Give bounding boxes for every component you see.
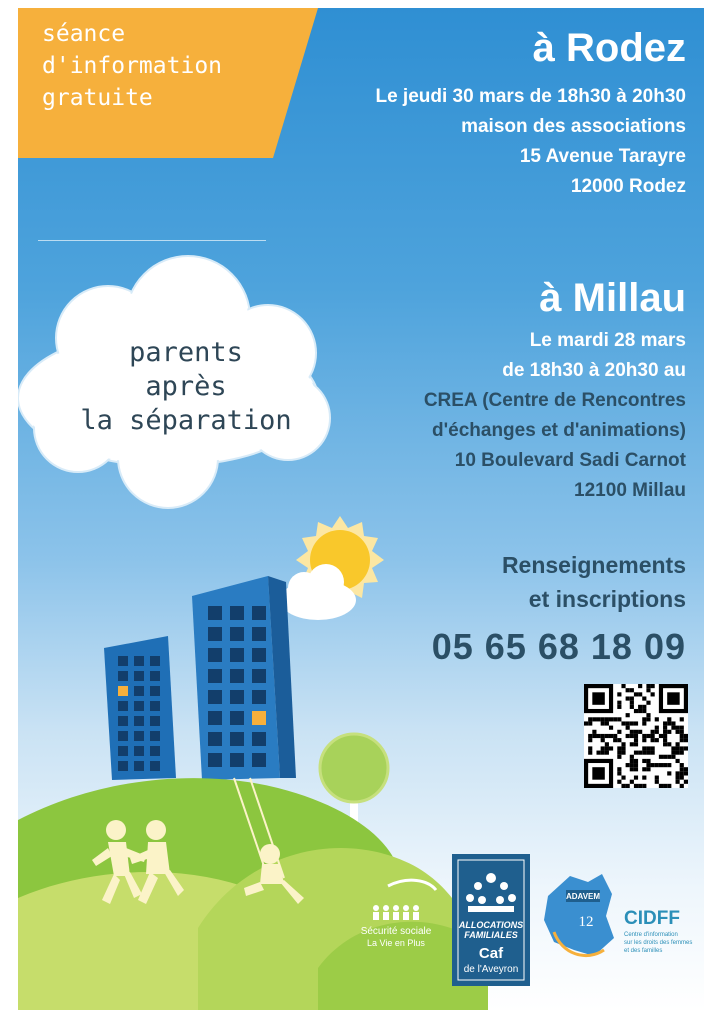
caf-line-3: Caf — [478, 945, 504, 962]
building-window — [208, 711, 222, 725]
building-window — [208, 627, 222, 641]
building-window — [118, 731, 128, 741]
building-window — [230, 753, 244, 767]
millau-date-2: de 18h30 à 20h30 au — [502, 360, 686, 381]
building-window — [150, 671, 160, 681]
cidff-line-1: Centre d'information — [624, 932, 678, 938]
building-window — [134, 746, 144, 756]
building-window — [252, 606, 266, 620]
millau-block — [424, 276, 686, 506]
building-window — [150, 686, 160, 696]
cloud-text — [56, 336, 316, 438]
building-window — [208, 606, 222, 620]
millau-title: à Millau — [539, 276, 686, 320]
building-window — [208, 753, 222, 767]
cidff-line-3: et des familles — [624, 948, 663, 954]
building-window — [118, 686, 128, 696]
seance-line-3: gratuite — [42, 85, 153, 111]
adavem-number: 12 — [578, 914, 594, 930]
building-window — [134, 716, 144, 726]
poster — [18, 8, 704, 1010]
seance-tag-text — [42, 18, 312, 114]
building-window — [118, 761, 128, 771]
contact-line-2: et inscriptions — [528, 586, 686, 612]
building-window — [230, 627, 244, 641]
cidff-logo — [624, 908, 692, 954]
building-window — [150, 716, 160, 726]
building-window — [252, 732, 266, 746]
millau-place-2: d'échanges et d'animations) — [432, 420, 686, 441]
seance-line-2: d'information — [42, 53, 223, 79]
building-window — [230, 732, 244, 746]
cloud-line-3: la séparation — [80, 405, 292, 436]
phone-number[interactable]: 05 65 68 18 09 — [431, 626, 686, 667]
divider-line — [38, 240, 266, 241]
cloud-line-1: parents — [129, 337, 243, 368]
caf-line-1: ALLOCATIONS — [458, 920, 524, 930]
secu-line-1: Sécurité sociale — [360, 926, 432, 937]
secu-line-2: La Vie en Plus — [367, 938, 425, 948]
building-window — [230, 606, 244, 620]
building-window — [134, 671, 144, 681]
building-window — [118, 746, 128, 756]
building-window — [134, 701, 144, 711]
caf-line-2: FAMILIALES — [464, 930, 518, 940]
rodez-date: Le jeudi 30 mars de 18h30 à 20h30 — [375, 86, 686, 107]
building-window — [118, 656, 128, 666]
building-window — [150, 701, 160, 711]
building-window — [118, 701, 128, 711]
building-window — [230, 690, 244, 704]
building-window — [150, 656, 160, 666]
rodez-place: maison des associations — [461, 116, 686, 137]
cloud-line-2: après — [145, 371, 227, 402]
building-window — [252, 627, 266, 641]
contact-block — [432, 548, 686, 668]
building-window — [150, 731, 160, 741]
rodez-block — [375, 26, 686, 202]
building-window — [150, 746, 160, 756]
building-window — [134, 731, 144, 741]
millau-place-1: CREA (Centre de Rencontres — [423, 390, 686, 411]
securite-sociale-logo — [361, 880, 436, 948]
building-window — [230, 711, 244, 725]
caf-line-4: de l'Aveyron — [463, 964, 519, 975]
logos-row — [348, 846, 704, 996]
building-window — [252, 690, 266, 704]
rodez-city: 12000 Rodez — [570, 176, 686, 197]
building-window — [118, 671, 128, 681]
caf-logo — [452, 854, 530, 986]
rodez-title: à Rodez — [532, 26, 686, 70]
building-window — [230, 648, 244, 662]
building-window — [150, 761, 160, 771]
cidff-name: CIDFF — [624, 908, 680, 929]
qr-code-icon[interactable] — [584, 684, 688, 788]
building-window — [208, 669, 222, 683]
contact-line-1: Renseignements — [501, 552, 686, 578]
building-window — [252, 648, 266, 662]
building-window — [134, 656, 144, 666]
building-window — [208, 732, 222, 746]
seance-line-1: séance — [42, 21, 126, 47]
building-window — [252, 711, 266, 725]
millau-city: 12100 Millau — [574, 480, 686, 501]
rodez-street: 15 Avenue Tarayre — [519, 146, 686, 167]
building-window — [208, 690, 222, 704]
building-window — [230, 669, 244, 683]
building-window — [134, 761, 144, 771]
building-window — [134, 686, 144, 696]
building-window — [208, 648, 222, 662]
building-window — [252, 669, 266, 683]
cidff-line-2: sur les droits des femmes — [624, 940, 693, 946]
building-window — [118, 716, 128, 726]
millau-street: 10 Boulevard Sadi Carnot — [454, 450, 686, 471]
adavem-logo — [544, 874, 614, 956]
adavem-name: ADAVEM — [565, 892, 601, 901]
building-window — [252, 753, 266, 767]
millau-date-1: Le mardi 28 mars — [529, 330, 686, 351]
